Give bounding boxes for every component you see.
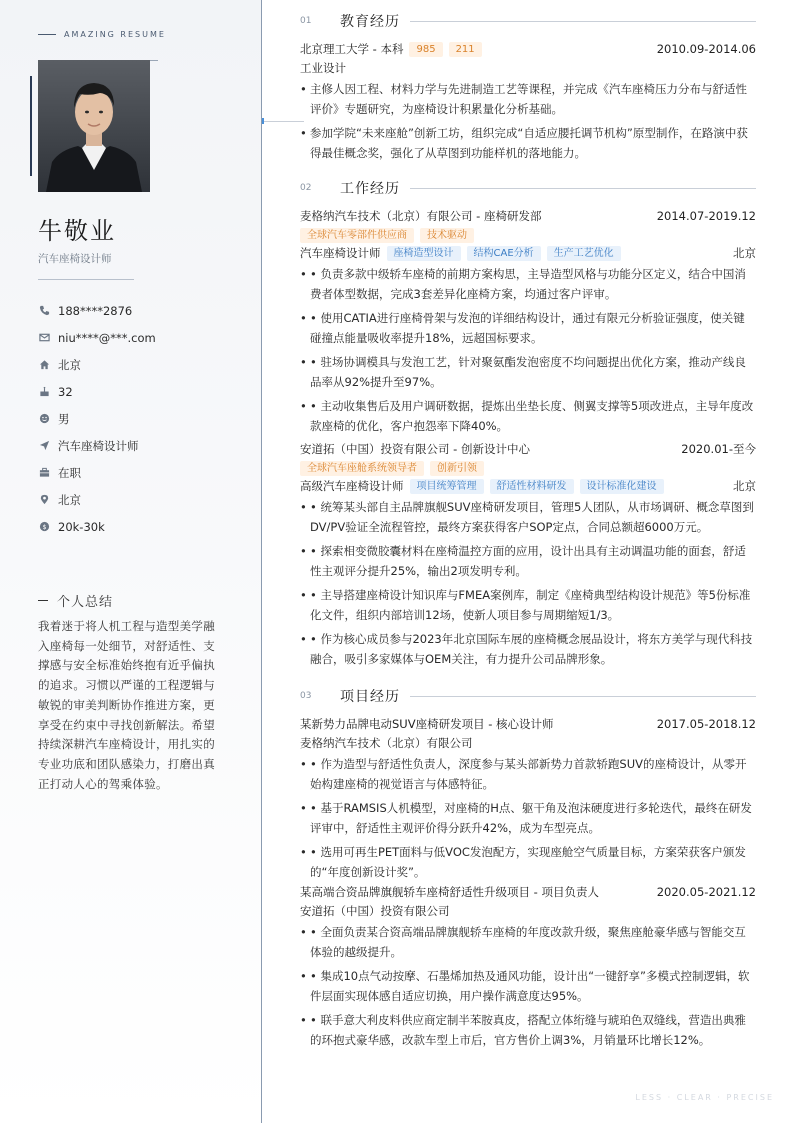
position-row [300,244,756,262]
job-city: 北京 [733,479,756,493]
company-tags [300,226,756,244]
salary-text: 20k-30k [58,519,105,534]
mail-icon [38,332,50,344]
portrait-photo [38,60,150,192]
education-entry [300,39,756,167]
location-text: 北京 [58,492,81,507]
project-row [300,714,756,734]
list-item: • • 负责多款中级轿车座椅的前期方案构思，主导造型风格与功能分区定义，结合中国消费者体型数据，完成3套差异化座椅方案，均通过客户评审。 [300,264,756,304]
list-item: • 主修人因工程、材料力学与先进制造工艺等课程，并完成《汽车座椅压力分布与舒适性评价》专题研究，为座椅设计积累量化分析基础。 [300,79,756,119]
skill-tag: 舒适性材料研发 [490,479,574,494]
position-row [300,477,756,495]
age-text: 32 [58,384,73,399]
svg-text:$: $ [41,522,47,531]
education-header-row [300,39,756,59]
tag-985: 985 [409,42,442,57]
list-item: • • 基于RAMSIS人机模型，对座椅的H点、躯干角及泡沫硬度进行多轮迭代，最终在研发评审中，舒适性主观评价得分跃升42%，成为车型亮点。 [300,798,756,838]
skill-tag: 生产工艺优化 [547,246,621,261]
skill-tag: 设计标准化建设 [580,479,664,494]
school-group [300,41,482,57]
work-entry-2 [300,439,756,673]
project-date: 2017.05-2018.12 [656,717,756,731]
company-tag: 全球汽车零部件供应商 [300,228,414,243]
section-work-header [300,178,756,198]
send-icon [38,440,50,452]
info-age [38,378,156,405]
company-row [300,206,756,226]
position-group [300,245,621,261]
avatar [38,60,150,192]
list-item: • • 探索相变微胶囊材料在座椅温控方面的应用，设计出具有主动调温功能的面套，舒适性主观评分提升25%，输出2项发明专利。 [300,541,756,581]
project-bullets [300,754,756,882]
project-row [300,882,756,902]
job-city: 北京 [733,246,756,260]
project-name: 某高端合资品牌旗舰轿车座椅舒适性升级项目 - 项目负责人 [300,885,599,899]
face-icon [38,413,50,425]
education-bullets [300,79,756,163]
candidate-role: 汽车座椅设计师 [38,253,112,265]
gender-text: 男 [58,411,70,426]
company-name: 麦格纳汽车技术（北京）有限公司 - 座椅研发部 [300,209,542,223]
summary-dash [38,600,48,601]
phone-text: 188****2876 [58,303,133,318]
position-group [300,478,664,494]
list-item: • • 选用可再生PET面料与低VOC发泡配方，实现座舱空气质量目标，方案荣获客户颁发的“年度创新设计奖”。 [300,842,756,882]
section-title: 项目经历 [340,689,400,705]
summary-text: 我着迷于将人机工程与造型美学融入座椅每一处细节，对舒适性、支撑感与安全标准始终抱有近乎偏执的追求。习惯以严谨的工程逻辑与敏锐的审美判断协作推进方案，更享受在约束中寻找创新解法。希望持续深耕汽车座椅设计，用扎实的专业功底和团队感染力，打磨出真正打动人心的驾乘体验。 [38,619,215,791]
job-date: 2020.01-至今 [681,442,756,456]
info-status [38,459,156,486]
footer-tagline: LESS · CLEAR · PRECISE [635,1093,774,1102]
section-rule [410,21,756,22]
phone-icon [38,305,50,317]
list-item: • • 驻场协调模具与发泡工艺，针对聚氨酯发泡密度不均问题提出优化方案，推动产线良品率从92%提升至97%。 [300,352,756,392]
section-education-header [300,11,756,31]
project-entry-1 [300,714,756,886]
project-company: 安道拓（中国）投资有限公司 [300,904,450,918]
project-bullets [300,922,756,1050]
list-item: • • 集成10点气动按摩、石墨烯加热及通风功能，设计出“一键舒享”多模式控制逻辑，软件层面实现体感自适应切换，用户操作满意度达95%。 [300,966,756,1006]
status-text: 在职 [58,465,81,480]
list-item: • • 统筹某头部自主品牌旗舰SUV座椅研发项目，管理5人团队，从市场调研、概念草图到DV/PV验证全流程管控，最终方案获得客户SOP定点，合同总额超6000万元。 [300,497,756,537]
cake-icon [38,386,50,398]
info-home [38,351,156,378]
company-tag: 创新引领 [430,461,484,476]
skill-tag: 座椅造型设计 [387,246,461,261]
brand-dash [38,34,56,35]
position-title: 汽车座椅设计师 [300,246,381,260]
photo-corner-line [150,60,158,61]
home-icon [38,359,50,371]
photo-accent-bar [30,76,32,176]
list-item: • • 使用CATIA进行座椅骨架与发泡的详细结构设计，通过有限元分析验证强度，使关键碰撞点能量吸收率提升18%，远超国标要求。 [300,308,756,348]
brand-label: AMAZING RESUME [64,30,166,39]
list-item: • • 联手意大利皮料供应商定制半苯胺真皮，搭配立体绗缝与琥珀色双缝线，营造出典雅的环抱式豪华感，改款车型上市后，官方售价上调3%，月销量环比增长12%。 [300,1010,756,1050]
summary-heading [38,591,113,610]
company-tag: 全球汽车座舱系统领导者 [300,461,424,476]
section-number: 03 [300,691,312,701]
info-phone [38,297,156,324]
section-title: 工作经历 [340,181,400,197]
list-item: • 参加学院“未来座舱”创新工坊，组织完成“自适应腰托调节机构”原型制作，在路演中获得最佳概念奖，强化了从草图到功能样机的落地能力。 [300,123,756,163]
company-tag: 技术驱动 [420,228,474,243]
list-item: • • 全面负责某合资高端品牌旗舰轿车座椅的年度改款升级，聚焦座舱豪华感与智能交互体验的越级提升。 [300,922,756,962]
education-date: 2010.09-2014.06 [656,42,756,56]
project-name: 某新势力品牌电动SUV座椅研发项目 - 核心设计师 [300,717,554,731]
company-tags [300,459,756,477]
list-item: • • 主动收集售后及用户调研数据，提炼出坐垫长度、侧翼支撑等5项改进点，主导年度改款座椅的优化，客户抱怨率下降40%。 [300,396,756,436]
list-item: • • 作为核心成员参与2023年北京国际车展的座椅概念展品设计，将东方美学与现代科技融合，吸引多家媒体与OEM关注，有力提升公司品牌形象。 [300,629,756,669]
skill-tag: 结构CAE分析 [467,246,541,261]
project-date: 2020.05-2021.12 [656,885,756,899]
list-item: • • 主导搭建座椅设计知识库与FMEA案例库，制定《座椅典型结构设计规范》等5份标准化文件，组织内部培训12场，使新人项目参与周期缩短1/3。 [300,585,756,625]
project-entry-2 [300,882,756,1054]
list-item: • • 作为造型与舒适性负责人，深度参与某头部新势力首款轿跑SUV的座椅设计，从零开始构建座椅的视觉语言与体感特征。 [300,754,756,794]
info-target-role [38,432,156,459]
candidate-name: 牛敬业 [38,217,116,245]
location-icon [38,494,50,506]
project-company: 麦格纳汽车技术（北京）有限公司 [300,736,473,750]
position-title: 高级汽车座椅设计师 [300,479,404,493]
section-title: 教育经历 [340,14,400,30]
email-text: niu****@***.com [58,330,156,345]
info-location [38,486,156,513]
skill-tag: 项目统筹管理 [410,479,484,494]
contact-info [38,297,156,540]
major: 工业设计 [300,61,346,75]
info-salary [38,513,156,540]
info-gender [38,405,156,432]
brand [38,30,166,39]
company-row [300,439,756,459]
work-entry-1 [300,206,756,440]
company-name: 安道拓（中国）投资有限公司 - 创新设计中心 [300,442,530,456]
job-bullets [300,264,756,436]
section-rule [410,188,756,189]
job-bullets [300,497,756,669]
column-divider [261,0,262,1123]
job-date: 2014.07-2019.12 [656,209,756,223]
section-rule [410,696,756,697]
divider-connector [264,121,304,122]
info-email [38,324,156,351]
section-projects-header [300,686,756,706]
section-number: 02 [300,183,312,193]
sidebar-rule [38,279,134,280]
salary-icon [38,521,50,533]
school-name: 北京理工大学 - 本科 [300,42,404,56]
target-role-text: 汽车座椅设计师 [58,438,139,453]
tag-211: 211 [449,42,482,57]
section-number: 01 [300,16,312,26]
summary-title: 个人总结 [57,595,114,610]
home-text: 北京 [58,357,81,372]
briefcase-icon [38,467,50,479]
